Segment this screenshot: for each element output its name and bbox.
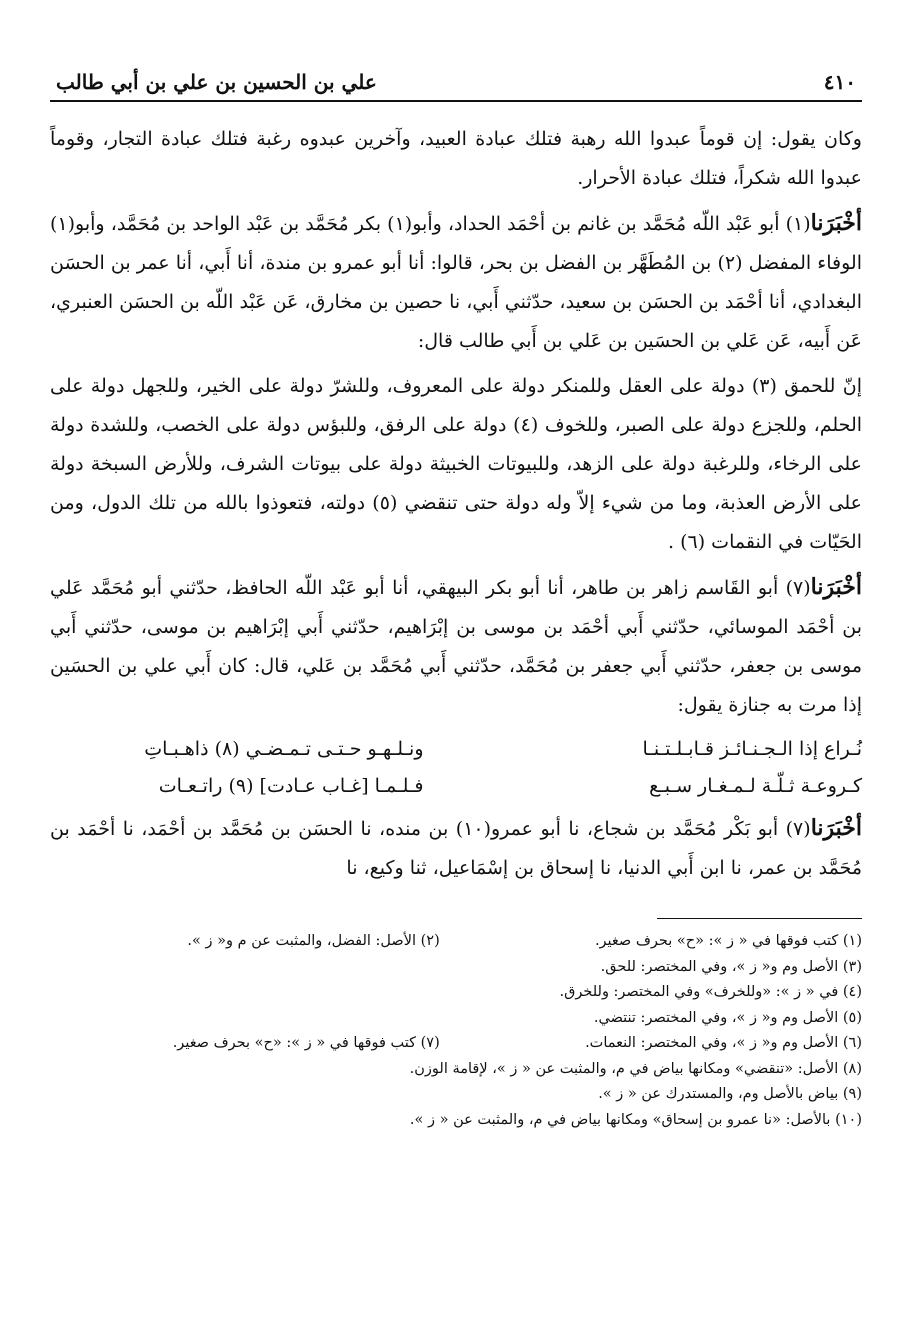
footnote-row <box>50 929 862 955</box>
paragraph-2 <box>50 204 862 361</box>
paragraph-4-text: (٧) أبو القَاسم زاهر بن طاهر، أنا أبو بكر البيهقي، أنا أبو عَبْد اللّه الحافظ، حدّثني أبو مُحَمَّد عَلي بن أحْمَد الموسائي، حدّثني أَبي أحْمَد بن موسى بن إبْرَاهيم، حدّثني أَبي إبْرَاهيم بن موسى، حدّثني أَبي موسى بن جعفر، حدّثني أَبي جعفر بن مُحَمَّد، حدّثني أَبي مُحَمَّد بن عَلي، قال: كان أَبي علي بن الحسَين إذا مرت به جنازة يقول: <box>50 577 862 716</box>
paragraph-2-text: (١) أبو عَبْد اللّه مُحَمَّد بن غانم بن أحْمَد الحداد، وأبو(١) بكر مُحَمَّد بن عَبْد الواحد بن مُحَمَّد، وأبو(١) الوفاء المفضل (٢) بن المُطَهَّر بن الفضل بن بحر، قالوا: أنا أبو عمرو بن مندة، أنا أَبي، أنا عمر بن الحسَن البغدادي، أنا أحْمَد بن الحسَن بن سعيد، حدّثني أَبي، نا حصين بن مخارق، عَن عَبْد اللّه بن الحسَن العنبري، عَن أَبيه، عَن عَلي بن الحسَين بن عَلي بن أَبي طالب قال: <box>50 213 862 352</box>
paragraph-5-text: (٧) أبو بَكْر مُحَمَّد بن شجاع، نا أبو عمرو(١٠) بن منده، نا الحسَن بن مُحَمَّد بن أحْمَد، نا أحْمَد بن مُحَمَّد بن عمر، نا ابن أَبي الدنيا، نا إسحاق بن إسْمَاعيل، ثنا وكيع، نا <box>50 818 862 879</box>
footnotes <box>50 929 862 1133</box>
footnote-7: (٧) كتب فوقها في « ز »: «ح» بحرف صغير. <box>172 1035 440 1051</box>
footnote-5: (٥) الأصل وم و« ز »، وفي المختصر: تنتضي. <box>593 1009 862 1026</box>
footnote-row <box>50 1082 862 1108</box>
paragraph-4 <box>50 568 862 725</box>
verse-2 <box>50 768 862 805</box>
paragraph-1: وكان يقول: إن قوماً عبدوا الله رهبة فتلك عبادة العبيد، وآخرين عبدوه رغبة فتلك عبادة التجار، وقوماً عبدوا الله شكراً، فتلك عبادة الأحرار. <box>50 128 862 189</box>
footnote-row <box>50 955 862 981</box>
poem <box>50 731 862 805</box>
footnote-row <box>50 1006 862 1032</box>
footnote-row <box>50 980 862 1006</box>
isnad-lead: أخْبَرَنا <box>810 815 863 841</box>
footnote-divider <box>657 918 862 919</box>
footnote-row <box>50 1057 862 1083</box>
footnote-8: (٨) الأصل: «تنقضي» ومكانها بياض في م، والمثبت عن « ز »، لإقامة الوزن. <box>409 1060 862 1077</box>
verse-2-second-hemistich: فـلـمـا [غـاب عـادت] (٩) راتـعـات <box>158 775 424 797</box>
footnote-4: (٤) في « ز »: «وللخرف» وفي المختصر: وللخرق. <box>559 984 862 1000</box>
verse-2-first-hemistich: كـروعـة ثـلّـة لـمـغـار سـبـع <box>649 775 862 797</box>
isnad-lead: أخْبَرَنا <box>810 574 862 600</box>
isnad-lead: أخْبَرَنا <box>810 210 862 236</box>
footnote-6: (٦) الأصل وم و« ز »، وفي المختصر: النعمات. <box>585 1035 862 1051</box>
footnote-2: (٢) الأصل: الفضل، والمثبت عن م و« ز ». <box>187 933 440 949</box>
footnote-10: (١٠) بالأصل: «نا عمرو بن إسحاق» ومكانها بياض في م، والمثبت عن « ز ». <box>409 1111 862 1128</box>
verse-1-first-hemistich: نُـراع إذا الـجـنـائـز قـابـلـتـنـا <box>642 738 862 760</box>
paragraph-3: إنّ للحمق (٣) دولة على العقل وللمنكر دولة على المعروف، وللشرّ دولة على الخير، وللجهل دولة على الحلم، وللجزع دولة على الصبر، وللخوف (٤) دولة على الرفق، وللبؤس دولة على الخصب، وللشدة دولة على الرخاء، وللرغبة دولة على الزهد، وللبيوتات الخبيثة دولة على بيوتات الشرف، وللأرض السبخة دولة على الأرض العذبة، وما من شيء إلاّ وله دولة حتى تنقضي (٥) دولته، فتعوذوا بالله من تلك الدول، ومن الحَيّات في النقمات (٦) . <box>50 375 863 553</box>
page-header <box>50 70 862 102</box>
footnote-1: (١) كتب فوقها في « ز »: «ح» بحرف صغير. <box>594 933 862 949</box>
footnote-9: (٩) بياض بالأصل وم، والمستدرك عن « ز ». <box>598 1086 862 1102</box>
footnote-3: (٣) الأصل وم و« ز »، وفي المختصر: للحق. <box>600 958 862 975</box>
page-number: ٤١٠ <box>823 70 856 94</box>
verse-1 <box>50 731 862 768</box>
footnote-row <box>50 1108 862 1134</box>
verse-1-second-hemistich: ونـلـهـو حـتـى تـمـضـي (٨) ذاهـبـاتِ <box>144 738 424 760</box>
main-text <box>50 120 862 888</box>
footnote-row <box>50 1031 862 1057</box>
paragraph-5 <box>50 809 862 888</box>
running-title: علي بن الحسين بن علي بن أبي طالب <box>56 70 377 94</box>
